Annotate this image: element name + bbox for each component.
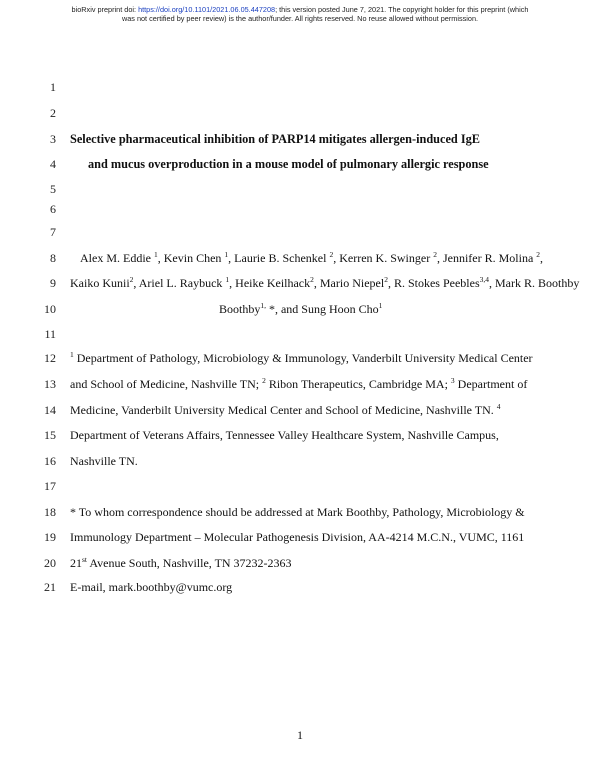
- affiliation-line-4: Department of Veterans Affairs, Tennessee Valley Healthcare System, Nashville Campus,: [70, 428, 499, 442]
- author-name: Jennifer R. Molina: [442, 251, 534, 265]
- author-name: Mark R. Boothby: [495, 276, 580, 290]
- affiliation-mark: 2: [536, 250, 541, 259]
- line-number: 12: [44, 351, 56, 365]
- affiliation-mark: 1: [154, 250, 158, 259]
- author-line-2: Kaiko Kunii$^2$, Ariel L. Raybuck $^1$, Heike Keilhack$^2$, Mario Niepel$^2$, R. Stokes Peebles$^{3,4}$, Mark R. Boothby: [70, 275, 580, 290]
- preprint-header: [0, 5, 600, 23]
- affiliation-mark: 2: [310, 275, 314, 284]
- affiliation-mark: 1: [378, 301, 383, 310]
- author-name: Mario Niepel: [319, 276, 385, 290]
- line-number: 8: [50, 251, 56, 265]
- correspondence-line-2: Immunology Department – Molecular Pathogenesis Division, AA-4214 M.C.N., VUMC, 1161: [70, 530, 525, 544]
- affiliation-mark: 3: [450, 376, 455, 385]
- line-number: 20: [44, 556, 56, 570]
- correspondence-line-1: * To whom correspondence should be addressed at Mark Boothby, Pathology, Microbiology &: [70, 505, 525, 519]
- author-line-3: Boothby$^{1,}$ *, and Sung Hoon Cho$^1$: [219, 301, 383, 316]
- line-number: 13: [44, 377, 56, 391]
- author-name: Boothby: [219, 302, 261, 316]
- line-number: 14: [44, 403, 56, 417]
- author-name: Alex M. Eddie: [80, 251, 151, 265]
- author-name: Laurie B. Schenkel: [234, 251, 327, 265]
- author-name: Heike Keilhack: [235, 276, 311, 290]
- affiliation-mark: 2: [262, 376, 266, 385]
- affiliation-line-2: and School of Medicine, Nashville TN; $^2$ Ribon Therapeutics, Cambridge MA; $^3$ Department of: [70, 376, 528, 391]
- doi-link[interactable]: https://doi.org/10.1101/2021.06.05.447208: [138, 5, 276, 14]
- affiliation-line-5: Nashville TN.: [70, 454, 138, 468]
- affiliation-mark: 2: [384, 275, 388, 284]
- author-name: Kerren K. Swinger: [339, 251, 431, 265]
- line-number: 15: [44, 428, 56, 442]
- line-number: 1: [50, 80, 56, 94]
- line-number: 5: [50, 182, 56, 196]
- line-number: 3: [50, 132, 56, 146]
- affiliation-mark: 4: [496, 402, 501, 411]
- affiliation-mark: 1: [225, 275, 230, 284]
- affiliation-mark: 3,4: [479, 275, 489, 284]
- affiliation-mark: 1: [70, 350, 74, 359]
- paper-title-line-1: Selective pharmaceutical inhibition of PARP14 mitigates allergen-induced IgE: [70, 132, 480, 146]
- paper-title-line-2: and mucus overproduction in a mouse model of pulmonary allergic response: [88, 157, 489, 171]
- author-name: R. Stokes Peebles: [393, 276, 480, 290]
- line-number: 18: [44, 505, 56, 519]
- line-number: 9: [50, 276, 56, 290]
- affiliation-mark: 2: [129, 275, 134, 284]
- correspondence-line-3: 21st Avenue South, Nashville, TN 37232-2363: [70, 555, 292, 570]
- correspondence-email: E-mail, mark.boothby@vumc.org: [70, 580, 233, 594]
- line-number: 10: [44, 302, 56, 316]
- line-number: 21: [44, 580, 56, 594]
- page-number: 1: [297, 728, 303, 742]
- line-number: 6: [50, 202, 56, 216]
- line-number: 4: [50, 157, 56, 171]
- line-number: 17: [44, 479, 56, 493]
- author-name: Kaiko Kunii: [70, 276, 130, 290]
- line-number: 2: [50, 106, 56, 120]
- header-line-2: was not certified by peer review) is the author/funder. All rights reserved. No reuse allowed without permission.: [121, 14, 479, 23]
- author-name: Ariel L. Raybuck: [138, 276, 223, 290]
- author-name: Sung Hoon Cho: [301, 302, 379, 316]
- affiliation-line-3: Medicine, Vanderbilt University Medical Center and School of Medicine, Nashville TN. $^4$: [70, 402, 501, 417]
- affiliation-mark: 2: [329, 250, 334, 259]
- line-number: 11: [44, 327, 56, 341]
- author-line-1: Alex M. Eddie $^1$, Kevin Chen $^1$, Laurie B. Schenkel $^2$, Kerren K. Swinger $^2$, Jennifer R. Molina $^2$,: [80, 250, 544, 265]
- affiliation-mark: 1: [224, 250, 229, 259]
- line-number: 7: [50, 225, 56, 239]
- line-number: 16: [44, 454, 56, 468]
- affiliation-mark: 1,: [260, 301, 266, 310]
- line-number: 19: [44, 530, 56, 544]
- affiliation-mark: 2: [433, 250, 437, 259]
- author-name: Kevin Chen: [163, 251, 222, 265]
- affiliation-line-1: $^1$ Department of Pathology, Microbiology & Immunology, Vanderbilt University Medical Center: [70, 350, 533, 365]
- header-line-1: bioRxiv preprint doi: https://doi.org/10.1101/2021.06.05.447208; this version posted June 7, 2021. The copyright holder for this preprint (which: [71, 5, 529, 14]
